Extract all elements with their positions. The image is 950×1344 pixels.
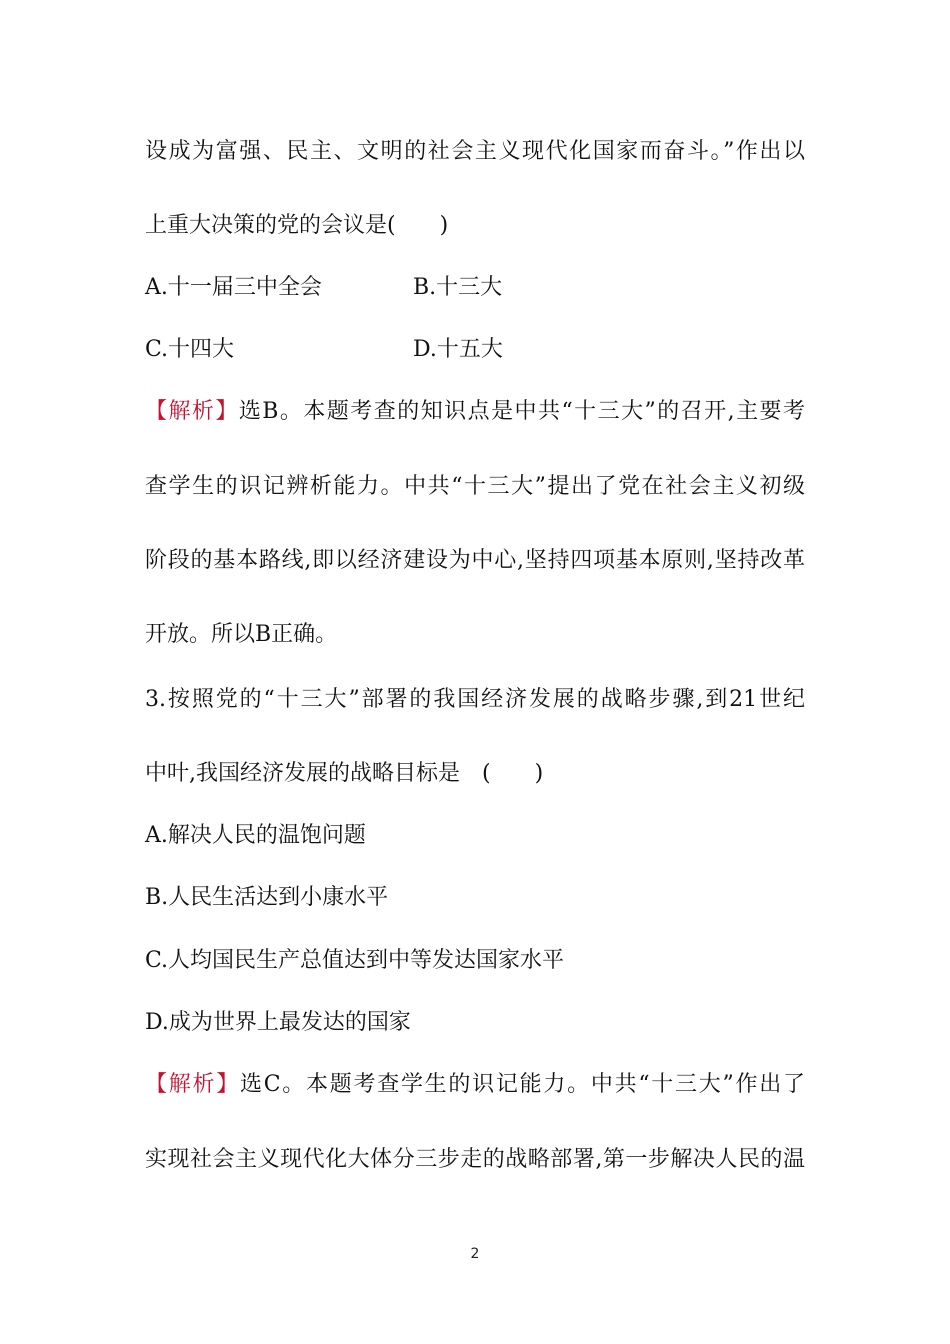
q2-analysis-line-3: 阶段的基本路线,即以经济建设为中心,坚持四项基本原则,坚持改革 [145, 548, 805, 573]
q3-stem-line-1: 3.按照党的“十三大”部署的我国经济发展的战略步骤,到21世纪 [145, 687, 805, 712]
q2-analysis-line-1 [145, 397, 805, 427]
q2-stem-line-1: 设成为富强、民主、文明的社会主义现代化国家而奋斗。”作出以 [145, 139, 805, 164]
q2-option-c: C.十四大 [145, 337, 235, 362]
q2-stem-line-2: 上重大决策的党的会议是( ) [145, 213, 449, 238]
q3-analysis-label: 【解析】 [145, 1072, 240, 1097]
q2-analysis-line-4: 开放。所以B正确。 [145, 622, 338, 647]
q2-analysis-line-2: 查学生的识记辨析能力。中共“十三大”提出了党在社会主义初级 [145, 474, 805, 499]
q3-analysis-text-1: 选C。本题考查学生的识记能力。中共“十三大”作出了 [239, 1072, 805, 1097]
q3-stem-line-2: 中叶,我国经济发展的战略目标是 ( ) [145, 761, 544, 786]
q3-option-c: C.人均国民生产总值达到中等发达国家水平 [145, 948, 565, 973]
q2-option-a: A.十一届三中全会 [145, 275, 322, 300]
q3-option-a: A.解决人民的温饱问题 [145, 823, 366, 848]
q2-option-d: D.十五大 [413, 337, 503, 362]
q3-option-d: D.成为世界上最发达的国家 [145, 1010, 411, 1035]
q2-analysis-text-1: 选B。本题考查的知识点是中共“十三大”的召开,主要考 [238, 399, 805, 424]
q2-options-row-1 [145, 273, 503, 303]
q3-option-b: B.人民生活达到小康水平 [145, 885, 389, 910]
q2-option-b: B.十三大 [413, 275, 503, 300]
q2-options-row-2 [145, 335, 503, 365]
page-number: 2 [470, 1246, 480, 1262]
q3-analysis-line-1 [145, 1070, 805, 1100]
q2-analysis-label: 【解析】 [145, 399, 239, 424]
q3-analysis-line-2: 实现社会主义现代化大体分三步走的战略部署,第一步解决人民的温 [145, 1147, 805, 1172]
